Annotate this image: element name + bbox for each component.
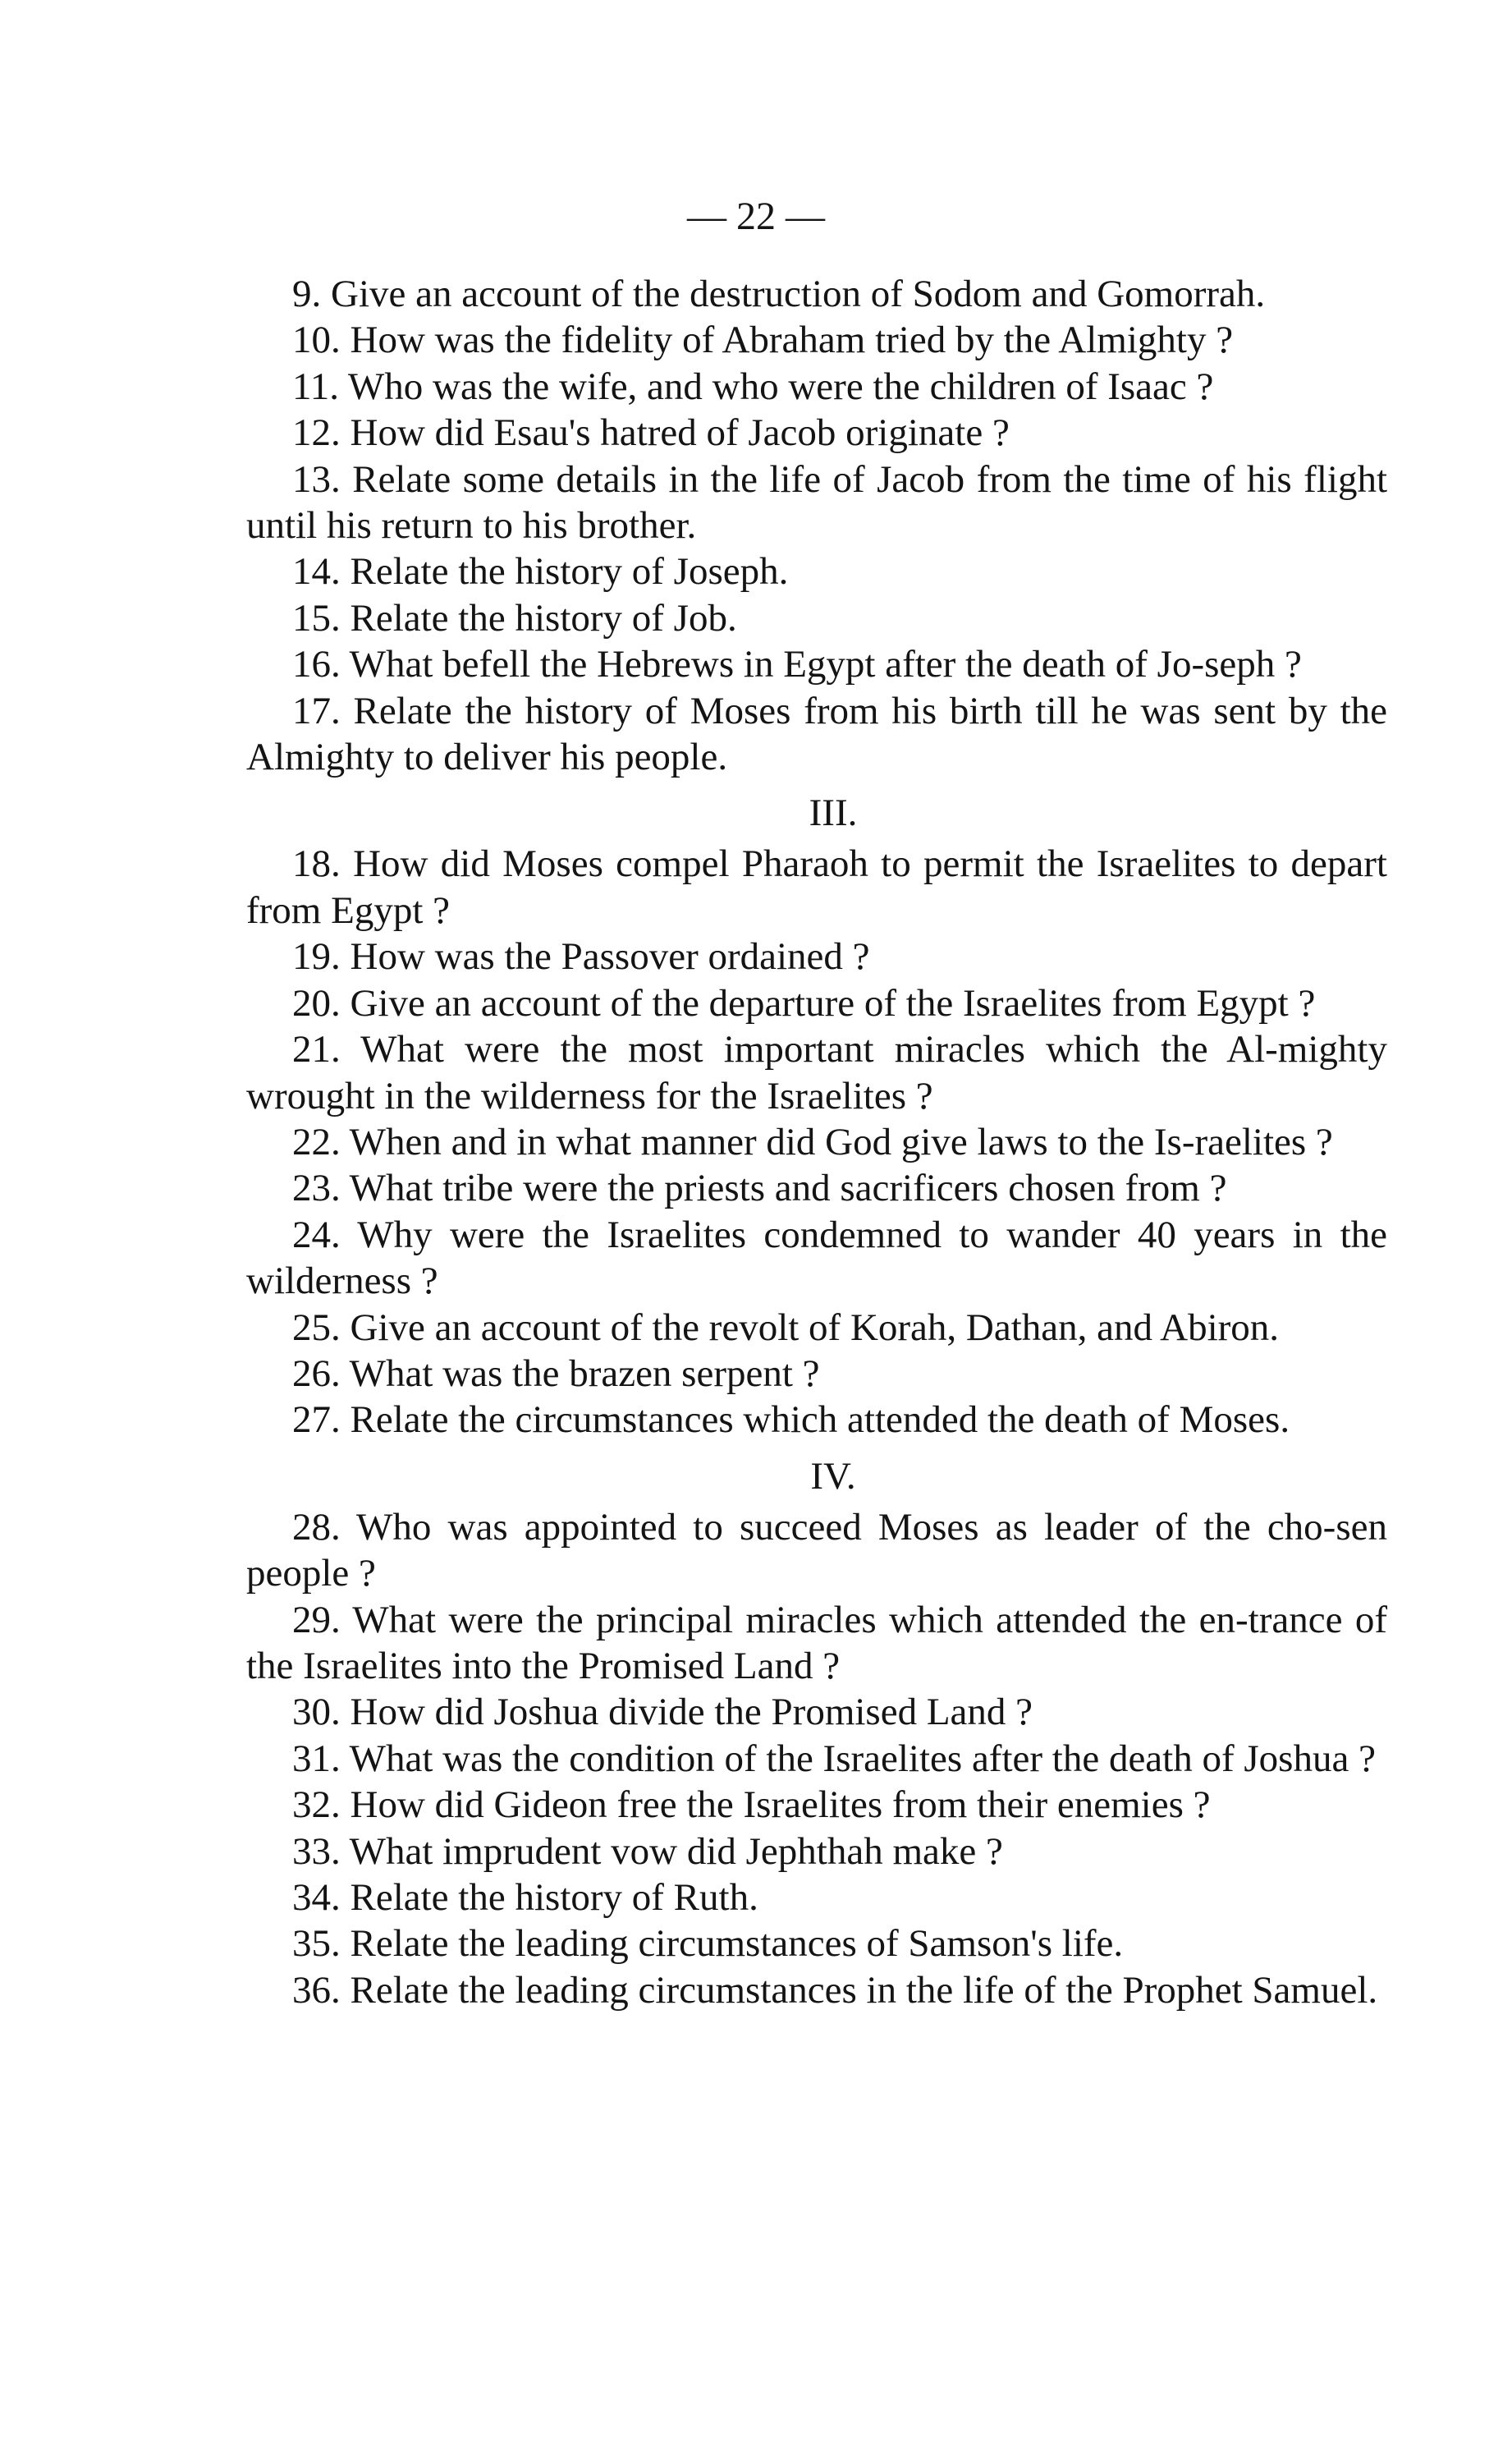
question-text: Relate the history of Joseph. <box>350 550 789 594</box>
question-text: What befell the Hebrews in Egypt after the death of Jo-seph ? <box>349 643 1302 686</box>
question-item <box>246 595 1387 641</box>
question-text: What was the condition of the Israelites after the death of Joshua ? <box>349 1737 1376 1780</box>
question-item <box>246 548 1387 594</box>
question-text: Relate the history of Moses from his birth till he was sent by the Almighty to deliver his people. <box>246 689 1388 779</box>
question-text: What were the most important miracles which the Al-mighty wrought in the wilderness for the Israelites ? <box>246 1028 1387 1117</box>
question-text: What were the principal miracles which attended the en-trance of the Israelites into the Promised Land ? <box>246 1598 1387 1687</box>
section-heading: IV. <box>810 1454 856 1498</box>
question-item <box>246 1689 1387 1735</box>
question-item <box>246 457 1387 549</box>
question-number: 13. <box>292 457 341 501</box>
question-item <box>246 1397 1387 1443</box>
question-text: Who was the wife, and who were the children of Isaac ? <box>347 365 1214 408</box>
question-number: 21. <box>292 1028 341 1071</box>
question-item <box>246 1782 1387 1828</box>
question-item <box>246 1736 1387 1782</box>
question-text: Relate some details in the life of Jacob from the time of his flight until his return to his brother. <box>246 457 1388 548</box>
question-number: 36. <box>292 1968 341 2012</box>
question-text: How did Moses compel Pharaoh to permit the Israelites to depart from Egypt ? <box>246 842 1387 932</box>
question-item <box>246 1875 1387 1920</box>
question-text: Relate the history of Job. <box>350 596 737 640</box>
question-item <box>246 1305 1387 1351</box>
question-number: 23. <box>292 1167 341 1210</box>
question-text: How was the fidelity of Abraham tried by the Almighty ? <box>350 319 1234 362</box>
question-number: 22. <box>292 1120 341 1163</box>
question-number: 32. <box>292 1783 341 1827</box>
question-number: 10. <box>292 319 341 362</box>
question-number: 12. <box>292 411 341 455</box>
question-text: When and in what manner did God give laws to the Is-raelites ? <box>349 1120 1333 1163</box>
question-item <box>246 1504 1387 1597</box>
question-text: Give an account of the revolt of Korah, Dathan, and Abiron. <box>350 1306 1280 1349</box>
question-text: What was the brazen serpent ? <box>349 1351 820 1395</box>
question-item <box>246 317 1387 363</box>
question-number: 26. <box>292 1351 341 1395</box>
question-text: Relate the history of Ruth. <box>350 1876 758 1919</box>
question-number: 33. <box>292 1829 341 1873</box>
question-text: Relate the leading circumstances in the life of the Prophet Samuel. <box>350 1968 1378 2012</box>
question-item <box>246 1829 1387 1875</box>
question-number: 14. <box>292 550 341 594</box>
question-number: 28. <box>292 1505 341 1549</box>
question-text: Relate the circumstances which attended the death of Moses. <box>350 1398 1290 1442</box>
question-item <box>246 641 1387 687</box>
question-text: How was the Passover ordained ? <box>350 935 870 979</box>
question-item <box>246 1967 1387 2013</box>
question-item <box>246 1920 1387 1966</box>
question-text: How did Gideon free the Israelites from their enemies ? <box>350 1783 1211 1827</box>
question-number: 17. <box>292 689 341 732</box>
questions-body <box>246 271 1387 2013</box>
question-number: 29. <box>292 1598 341 1641</box>
question-item <box>246 1212 1387 1305</box>
question-item <box>246 1597 1387 1690</box>
question-item <box>246 1026 1387 1119</box>
question-item <box>246 364 1387 410</box>
question-item <box>246 980 1387 1026</box>
question-number: 18. <box>292 842 341 886</box>
question-number: 15. <box>292 596 341 640</box>
question-number: 9. <box>292 273 322 315</box>
question-number: 24. <box>292 1213 341 1256</box>
question-number: 19. <box>292 935 341 979</box>
question-text: Relate the leading circumstances of Samson's life. <box>350 1922 1124 1966</box>
question-number: 25. <box>292 1306 341 1349</box>
question-number: 27. <box>292 1398 341 1442</box>
question-item <box>246 1165 1387 1211</box>
question-text: What imprudent vow did Jephthah make ? <box>349 1829 1003 1873</box>
question-text: Give an account of the destruction of Sodom and Gomorrah. <box>331 273 1266 315</box>
question-item <box>246 934 1387 980</box>
question-number: 20. <box>292 981 341 1025</box>
question-text: What tribe were the priests and sacrificers chosen from ? <box>349 1167 1227 1210</box>
question-item <box>246 688 1387 781</box>
question-item <box>246 841 1387 934</box>
question-number: 35. <box>292 1922 341 1966</box>
section-heading: III. <box>809 792 858 835</box>
question-number: 34. <box>292 1876 341 1919</box>
question-text: Why were the Israelites condemned to wander 40 years in the wilderness ? <box>246 1213 1388 1303</box>
question-item <box>246 410 1387 456</box>
question-number: 11. <box>292 365 340 408</box>
question-item <box>246 271 1387 317</box>
question-number: 16. <box>292 643 341 686</box>
question-text: Who was appointed to succeed Moses as leader of the cho-sen people ? <box>246 1505 1387 1595</box>
question-text: Give an account of the departure of the Israelites from Egypt ? <box>350 981 1316 1025</box>
question-text: How did Esau's hatred of Jacob originate ? <box>350 411 1010 455</box>
page-number: — 22 — <box>687 195 825 238</box>
question-number: 31. <box>292 1737 341 1780</box>
question-item <box>246 1119 1387 1165</box>
question-item <box>246 1351 1387 1397</box>
question-text: How did Joshua divide the Promised Land ? <box>350 1691 1033 1734</box>
question-number: 30. <box>292 1691 341 1734</box>
